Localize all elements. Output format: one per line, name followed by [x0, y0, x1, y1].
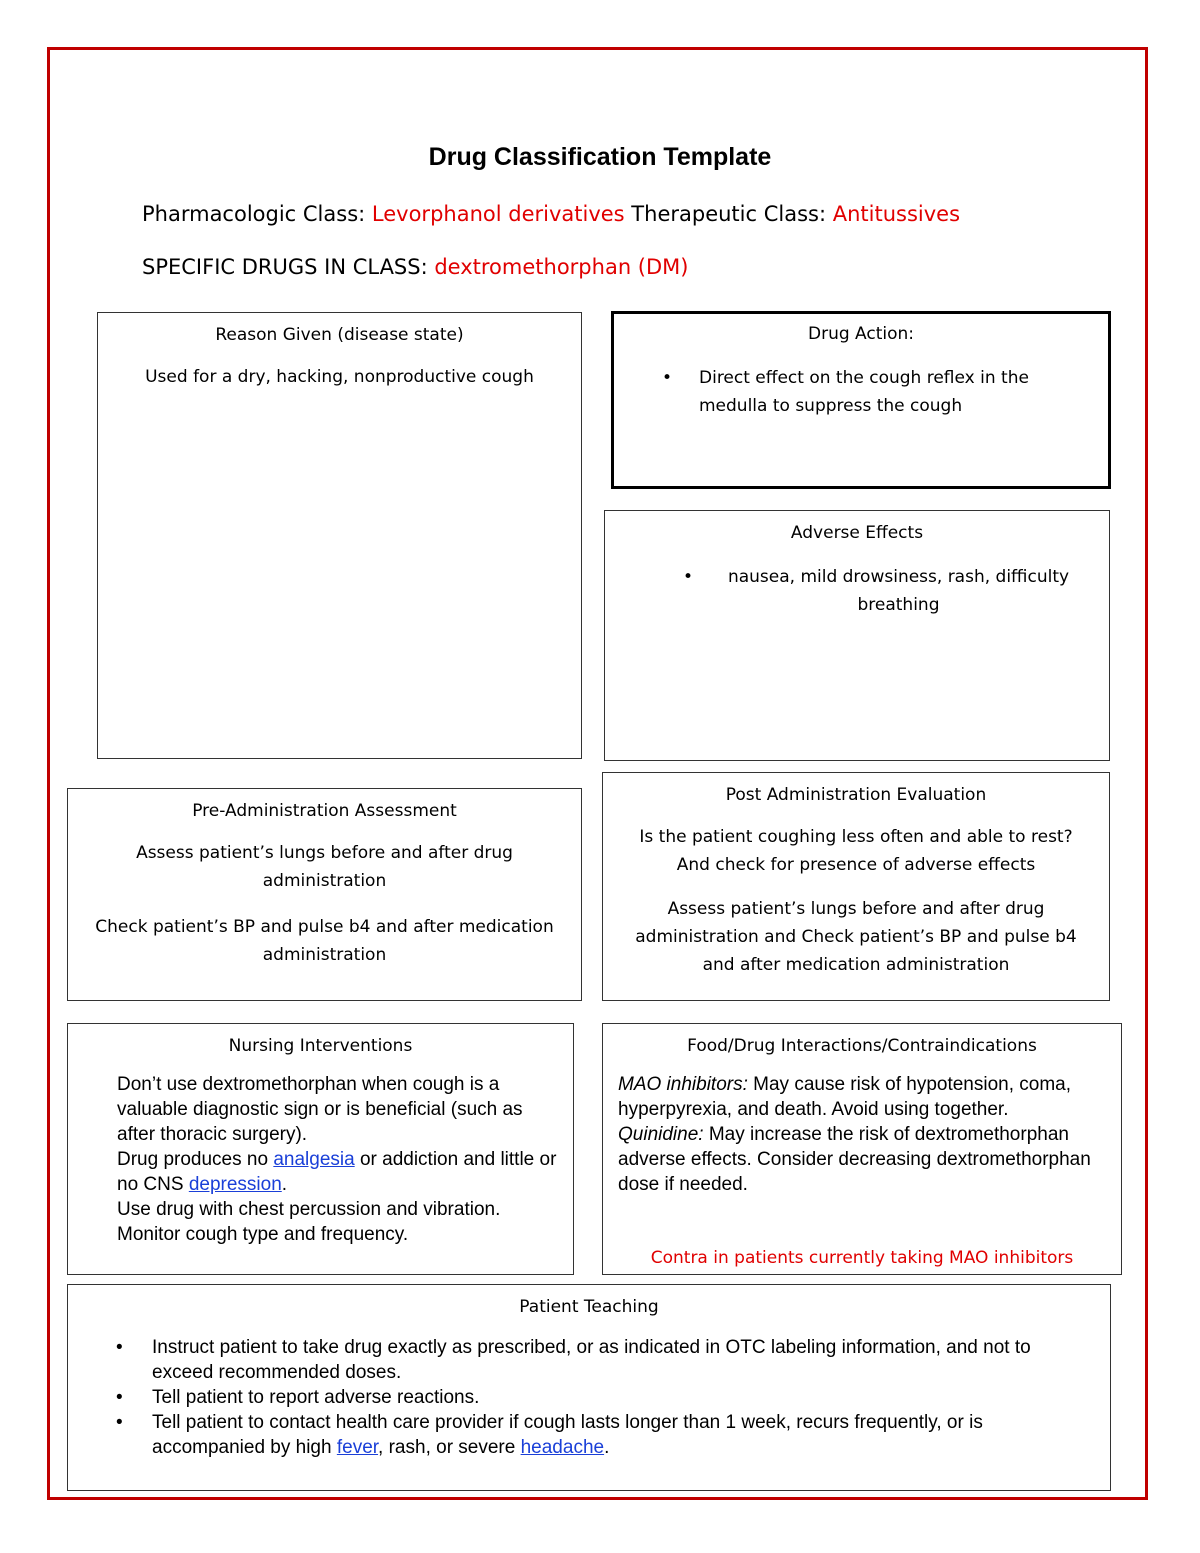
- teaching-item-3: [152, 1410, 1090, 1460]
- nursing-interventions-box: [67, 1023, 574, 1275]
- quinidine-text: May increase the risk of dextromethorphan adverse effects. Consider decreasing dextromethorphan dose if needed.: [618, 1124, 1091, 1195]
- nursing-line-1: Don’t use dextromethorphan when cough is a valuable diagnostic sign or is beneficial (such as after thoracic surgery).: [117, 1074, 523, 1145]
- depression-link[interactable]: depression: [188, 1174, 282, 1195]
- adverse-effects-text: nausea, mild drowsiness, rash, difficulty breathing: [727, 567, 1070, 615]
- patient-teaching-heading: Patient Teaching: [519, 1297, 659, 1317]
- adverse-effects-box: [604, 510, 1110, 761]
- reason-given-text: Used for a dry, hacking, nonproductive cough: [145, 367, 534, 387]
- list-item: [68, 1410, 1090, 1460]
- pharmacologic-class-value: Levorphanol derivatives: [371, 202, 625, 226]
- therapeutic-class-value: Antitussives: [832, 202, 961, 226]
- teaching-item-3-period: .: [604, 1437, 610, 1458]
- mao-text: May cause risk of hypotension, coma, hyperpyrexia, and death. Avoid using together.: [618, 1074, 1072, 1120]
- analgesia-link[interactable]: analgesia: [273, 1149, 355, 1170]
- bullet-icon: •: [662, 368, 673, 388]
- quinidine-interaction: [618, 1122, 1109, 1197]
- pre-admin-text-1: Assess patient’s lungs before and after drug administration: [136, 843, 513, 891]
- post-admin-box: [602, 772, 1110, 1001]
- nursing-line-2-text: Drug produces no: [117, 1149, 274, 1170]
- nursing-line-2: [117, 1147, 557, 1197]
- pre-admin-box: [67, 788, 582, 1001]
- teaching-item-1: Instruct patient to take drug exactly as prescribed, or as indicated in OTC labeling information, and not to exceed recommended doses.: [152, 1337, 1031, 1383]
- list-item: [68, 1385, 1090, 1410]
- nursing-interventions-heading: Nursing Interventions: [228, 1036, 413, 1056]
- drug-action-heading: Drug Action:: [807, 324, 915, 344]
- drug-action-item: [614, 364, 1108, 420]
- nursing-interventions-content: [68, 1072, 573, 1247]
- bullet-icon: •: [116, 1412, 123, 1433]
- teaching-item-3-text-2: , rash, or severe: [378, 1437, 521, 1458]
- pharmacologic-class-label: Pharmacologic Class:: [142, 202, 372, 226]
- drug-action-text: Direct effect on the cough reflex in the medulla to suppress the cough: [699, 368, 1029, 416]
- patient-teaching-list: [68, 1335, 1110, 1460]
- adverse-effects-item: [605, 563, 1109, 619]
- reason-given-box: [97, 312, 582, 759]
- pre-admin-text-2: Check patient’s BP and pulse b4 and after medication administration: [95, 917, 554, 965]
- specific-drugs-value: dextromethorphan (DM): [434, 255, 689, 279]
- reason-given-heading: Reason Given (disease state): [215, 325, 464, 345]
- teaching-item-3-text: Tell patient to contact health care provider if cough lasts longer than 1 week, recurs frequently, or is accompanied by high: [152, 1412, 983, 1458]
- specific-drugs-label: SPECIFIC DRUGS IN CLASS:: [142, 255, 435, 279]
- quinidine-label: Quinidine:: [618, 1124, 704, 1145]
- interactions-heading: Food/Drug Interactions/Contraindications: [687, 1036, 1037, 1056]
- drug-action-box: [611, 311, 1111, 489]
- nursing-line-2-text-2: or addiction and little or no CNS: [117, 1149, 557, 1195]
- nursing-line-3: Use drug with chest percussion and vibration.: [117, 1199, 501, 1220]
- post-admin-text-1: Is the patient coughing less often and able to rest? And check for presence of adverse effects: [639, 827, 1073, 875]
- fever-link[interactable]: fever: [336, 1437, 379, 1458]
- nursing-line-4: Monitor cough type and frequency.: [117, 1224, 409, 1245]
- list-item: [68, 1335, 1090, 1385]
- pre-admin-heading: Pre-Administration Assessment: [192, 801, 457, 821]
- nursing-line-2-period: .: [281, 1174, 288, 1195]
- interactions-box: [602, 1023, 1122, 1275]
- page-title: Drug Classification Template: [428, 143, 772, 171]
- specific-drugs-line: [142, 255, 688, 279]
- teaching-item-2: Tell patient to report adverse reactions.: [152, 1387, 480, 1408]
- interactions-content: [603, 1072, 1121, 1197]
- bullet-icon: •: [116, 1337, 123, 1358]
- bullet-icon: •: [683, 567, 694, 587]
- mao-label: MAO inhibitors:: [618, 1074, 748, 1095]
- class-line: [142, 202, 960, 226]
- headache-link[interactable]: headache: [520, 1437, 605, 1458]
- patient-teaching-box: [67, 1284, 1111, 1491]
- contraindication-text: Contra in patients currently taking MAO inhibitors: [650, 1248, 1074, 1268]
- bullet-icon: •: [116, 1387, 123, 1408]
- adverse-effects-heading: Adverse Effects: [790, 523, 924, 543]
- post-admin-text-2: Assess patient’s lungs before and after drug administration and Check patient’s BP and pulse b4 and after medication administration: [635, 899, 1077, 975]
- mao-interaction: [618, 1072, 1109, 1122]
- therapeutic-class-label: Therapeutic Class:: [624, 202, 833, 226]
- post-admin-heading: Post Administration Evaluation: [725, 785, 987, 805]
